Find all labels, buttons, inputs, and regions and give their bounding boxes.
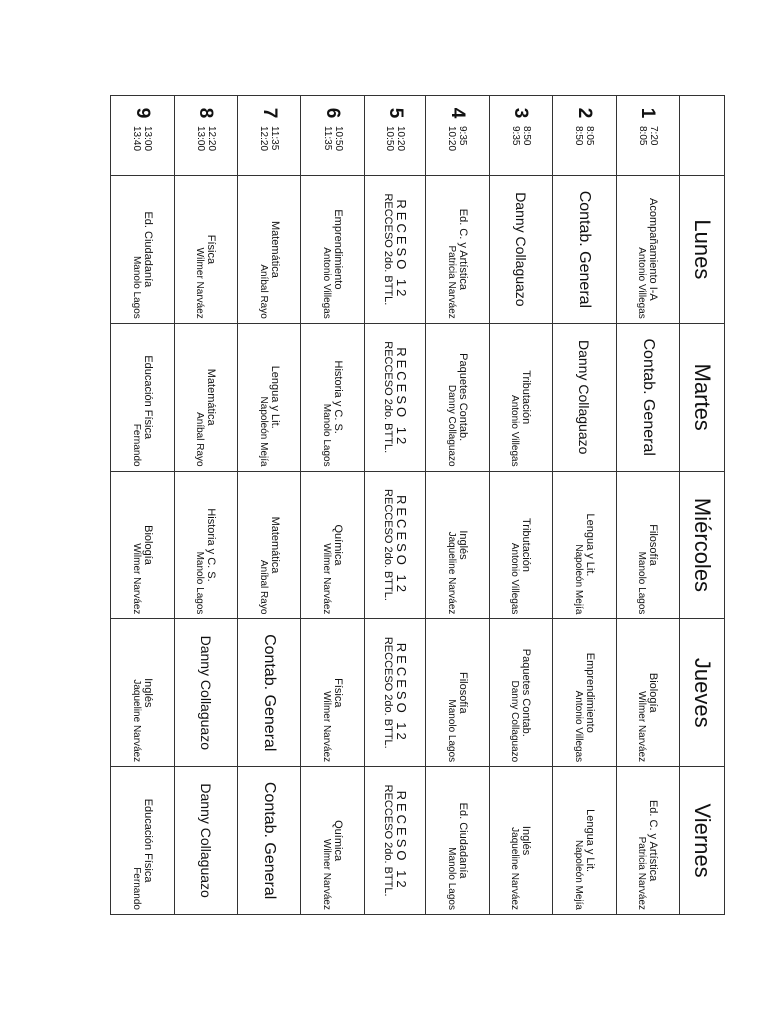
teacher-label: Aníbal Rayo: [194, 412, 206, 467]
subject-label: Contab. General: [261, 781, 279, 900]
class-cell: [111, 767, 175, 915]
corner-cell: [680, 96, 725, 176]
period-end: 13:40: [131, 126, 143, 152]
class-cell: [238, 323, 301, 471]
class-cell: [426, 619, 489, 767]
teacher-label: Antonio Villegas: [509, 542, 521, 615]
subject-label: Ed. Ciudadanía: [141, 211, 154, 288]
subject-label: Química: [332, 820, 345, 862]
period-end: 9:35: [509, 126, 521, 146]
day-header-row: [680, 96, 725, 915]
period-row: [616, 96, 679, 915]
teacher-label: Napoleón Mejía: [257, 396, 269, 467]
subject-label: Filosofía: [647, 524, 660, 566]
subject-label: Historia y C. S.: [332, 360, 345, 434]
recess-cell: [364, 176, 425, 324]
period-time-cell: [489, 96, 552, 176]
class-cell: [616, 767, 679, 915]
subject-label: Biología: [141, 525, 154, 565]
period-hours: [573, 126, 595, 145]
teacher-label: Wilmer Narváez: [321, 838, 333, 910]
class-cell: [301, 323, 364, 471]
subject-label: Tributación: [520, 517, 533, 572]
teacher-label: Patricia Narváez: [445, 245, 457, 319]
subject-label: Contab. General: [261, 634, 279, 752]
class-cell: [174, 323, 237, 471]
class-cell: [111, 471, 175, 619]
class-cell: [174, 176, 237, 324]
subject-label: Paquetes Contab.: [520, 648, 533, 737]
period-hours: [510, 126, 532, 145]
period-number: 8: [195, 107, 217, 119]
subject-label: Acompañamiento I-A: [647, 198, 660, 301]
period-number: 3: [510, 107, 532, 119]
day-header: Lunes: [680, 176, 725, 324]
period-row: [364, 96, 425, 915]
teacher-label: Manolo Lagos: [636, 551, 648, 615]
subject-label: Educación Física: [141, 798, 154, 883]
subject-label: Lengua y Lit.: [583, 513, 596, 577]
subject-label: Ed. C. y Artística: [456, 208, 469, 291]
teacher-label: Napoleón Mejía: [572, 839, 584, 910]
class-cell: [426, 471, 489, 619]
recess-sublabel: RECCESO 2do. BTTL.: [381, 341, 394, 454]
period-start: 11:35: [269, 126, 281, 151]
teacher-label: Aníbal Rayo: [257, 264, 269, 319]
class-cell: [489, 323, 552, 471]
subject-label: Ed. C. y Artística: [647, 799, 660, 882]
teacher-label: Wilmer Narváez: [130, 543, 142, 615]
period-number: 5: [384, 107, 406, 119]
class-cell: [553, 619, 616, 767]
subject-label: Matemática: [268, 220, 281, 278]
period-row: [489, 96, 552, 915]
period-row: [238, 96, 301, 915]
teacher-label: Danny Collaguazo: [445, 384, 457, 467]
subject-label: Tributación: [520, 370, 533, 425]
subject-label: Inglés: [141, 678, 154, 708]
day-header: Viernes: [680, 767, 725, 915]
recess-cell: [364, 619, 425, 767]
period-start: 12:20: [205, 126, 217, 152]
class-cell: [616, 176, 679, 324]
teacher-label: Wilmer Narváez: [321, 691, 333, 763]
period-time-cell: [364, 96, 425, 176]
class-cell: [616, 471, 679, 619]
recess-cell: [364, 323, 425, 471]
teacher-label: Manolo Lagos: [445, 699, 457, 763]
schedule-body: [111, 96, 680, 915]
recess-cell: [364, 767, 425, 915]
period-hours: [322, 126, 344, 151]
period-hours: [131, 126, 153, 151]
class-cell: [238, 176, 301, 324]
period-hours: [384, 126, 406, 151]
subject-label: Biología: [647, 672, 660, 713]
teacher-label: Danny Collaguazo: [197, 635, 214, 750]
day-header: Jueves: [680, 619, 725, 767]
teacher-label: Napoleón Mejía: [572, 544, 584, 615]
teacher-label: Antonio Villegas: [509, 395, 521, 467]
class-cell: [426, 767, 489, 915]
period-hours: [446, 126, 468, 151]
teacher-label: Aníbal Rayo: [257, 559, 269, 615]
class-cell: [553, 323, 616, 471]
period-end: 12:20: [258, 126, 270, 152]
period-time-cell: [238, 96, 301, 176]
period-number: 2: [573, 107, 595, 119]
period-hours: [637, 126, 659, 145]
class-cell: [553, 176, 616, 324]
class-cell: [616, 619, 679, 767]
class-cell: [301, 767, 364, 915]
period-row: [301, 96, 364, 915]
period-row: [426, 96, 489, 915]
class-cell: [111, 176, 175, 324]
day-header: Miércoles: [680, 471, 725, 619]
recess-sublabel: RECCESO 2do. BTTL.: [381, 489, 394, 601]
period-number: 1: [637, 107, 659, 119]
period-end: 10:20: [446, 126, 458, 152]
period-end: 8:05: [636, 126, 648, 146]
teacher-label: Jaqueline Narváez: [509, 827, 521, 910]
class-cell: [489, 619, 552, 767]
subject-label: Física: [205, 234, 218, 265]
period-time-cell: [174, 96, 237, 176]
teacher-label: Fernando: [130, 423, 142, 467]
period-number: 7: [258, 107, 280, 119]
subject-label: Inglés: [456, 530, 469, 560]
recess-sublabel: RECCESO 2do. BTTL.: [381, 784, 394, 897]
period-start: 9:35: [457, 126, 469, 146]
subject-label: Inglés: [520, 825, 533, 856]
subject-label: Historia y C. S.: [205, 508, 218, 582]
subject-label: Contab. General: [576, 190, 594, 309]
schedule-table: [110, 95, 725, 915]
teacher-label: Fernando: [130, 867, 142, 910]
period-number: 4: [446, 107, 468, 119]
recess-cell: [364, 471, 425, 619]
subject-label: Contab. General: [639, 338, 657, 456]
day-header: Martes: [680, 323, 725, 471]
period-time-cell: [426, 96, 489, 176]
subject-label: Matemática: [268, 516, 281, 574]
period-time-cell: [616, 96, 679, 176]
period-row: [111, 96, 175, 915]
class-cell: [301, 471, 364, 619]
period-end: 10:50: [384, 126, 396, 152]
recess-label: RECESO 12: [393, 347, 409, 448]
subject-label: Física: [332, 678, 345, 708]
subject-label: Emprendimiento: [332, 209, 345, 290]
period-time-cell: [111, 96, 175, 176]
subject-label: Paquetes Contab.: [456, 353, 469, 442]
class-cell: [489, 471, 552, 619]
subject-label: Educación Física: [141, 355, 154, 440]
class-cell: [426, 323, 489, 471]
subject-label: Matemática: [205, 368, 218, 426]
period-end: 8:50: [573, 126, 585, 146]
class-cell: [553, 767, 616, 915]
class-cell: [301, 176, 364, 324]
period-number: 6: [322, 107, 344, 119]
period-row: [174, 96, 237, 915]
period-time-cell: [301, 96, 364, 176]
teacher-label: Patricia Narváez: [636, 836, 648, 910]
class-cell: [174, 471, 237, 619]
period-start: 8:05: [584, 126, 596, 146]
period-start: 13:00: [142, 126, 154, 152]
period-start: 10:20: [395, 126, 407, 152]
class-cell: [489, 176, 552, 324]
teacher-label: Jaqueline Narváez: [130, 679, 142, 763]
class-cell: [301, 619, 364, 767]
teacher-label: Jaqueline Narváez: [445, 531, 457, 615]
teacher-label: Danny Collaguazo: [197, 783, 214, 898]
period-end: 11:35: [321, 126, 333, 151]
class-cell: [174, 619, 237, 767]
subject-label: Química: [332, 524, 345, 566]
period-start: 10:50: [332, 126, 344, 152]
subject-label: Ed. Ciudadanía: [456, 802, 469, 879]
period-row: [553, 96, 616, 915]
teacher-label: Wilmer Narváez: [636, 691, 648, 763]
recess-label: RECESO 12: [393, 495, 409, 595]
period-end: 13:00: [194, 126, 206, 152]
teacher-label: Danny Collaguazo: [512, 192, 529, 307]
teacher-label: Manolo Lagos: [194, 551, 206, 615]
class-cell: [426, 176, 489, 324]
teacher-label: Manolo Lagos: [445, 847, 457, 910]
teacher-label: Antonio Villegas: [321, 247, 333, 319]
class-cell: [238, 767, 301, 915]
period-start: 8:50: [520, 126, 532, 146]
class-cell: [616, 323, 679, 471]
period-time-cell: [553, 96, 616, 176]
teacher-label: Danny Collaguazo: [509, 680, 521, 763]
teacher-label: Danny Collaguazo: [576, 339, 593, 455]
teacher-label: Manolo Lagos: [321, 403, 333, 467]
recess-label: RECESO 12: [393, 790, 409, 891]
class-cell: [111, 619, 175, 767]
period-number: 9: [131, 107, 153, 119]
recess-label: RECESO 12: [393, 199, 409, 300]
recess-label: RECESO 12: [393, 642, 409, 743]
subject-label: Lengua y Lit.: [583, 809, 596, 873]
subject-label: Emprendimiento: [583, 652, 596, 733]
period-hours: [195, 126, 217, 151]
teacher-label: Wilmer Narváez: [194, 247, 206, 319]
recess-sublabel: RECCESO 2do. BTTL.: [381, 636, 394, 749]
class-cell: [238, 471, 301, 619]
class-cell: [489, 767, 552, 915]
teacher-label: Antonio Villegas: [572, 690, 584, 763]
teacher-label: Antonio Villegas: [636, 247, 648, 319]
subject-label: Lengua y Lit.: [268, 365, 281, 429]
teacher-label: Manolo Lagos: [130, 255, 142, 319]
period-hours: [258, 126, 280, 151]
class-cell: [111, 323, 175, 471]
recess-sublabel: RECCESO 2do. BTTL.: [381, 193, 394, 306]
class-cell: [238, 619, 301, 767]
schedule-sheet: [110, 95, 725, 915]
subject-label: Filosofía: [456, 672, 469, 714]
class-cell: [174, 767, 237, 915]
class-cell: [553, 471, 616, 619]
teacher-label: Wilmer Narváez: [321, 543, 333, 615]
period-start: 7:20: [647, 126, 659, 146]
